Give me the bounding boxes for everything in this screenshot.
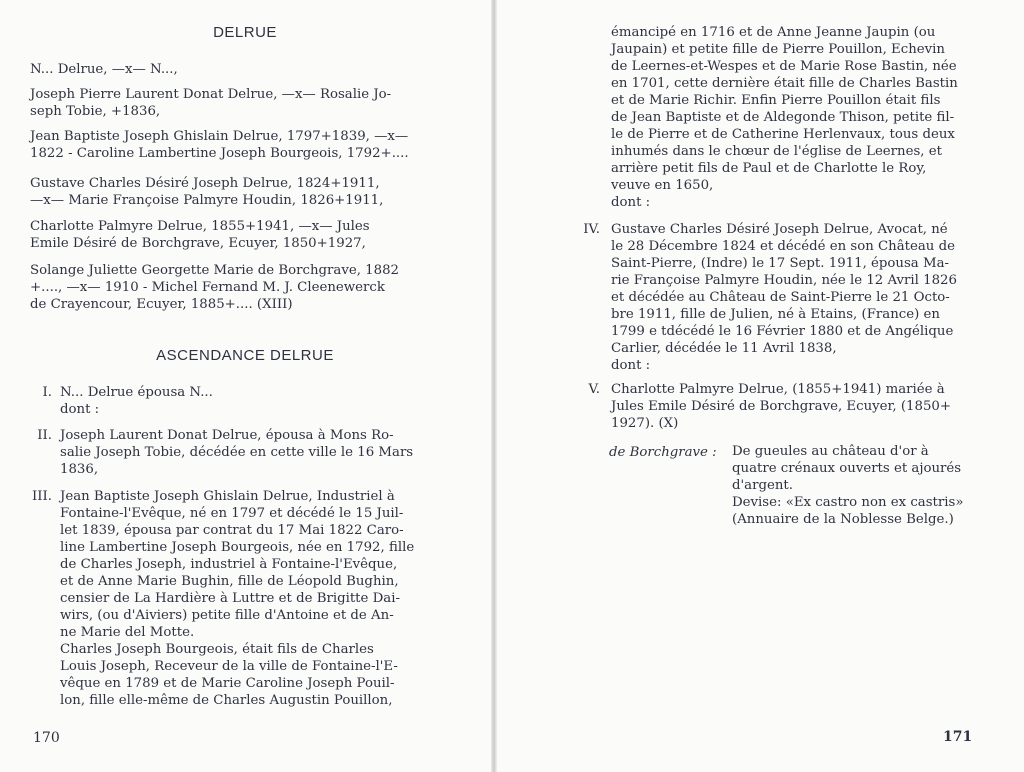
text-line: Jean Baptiste Joseph Ghislain Delrue, 1797+1839, —x—	[30, 129, 409, 144]
text-line: en 1701, cette dernière était fille de Charles Bastin	[611, 76, 958, 91]
text-line: 1822 - Caroline Lambertine Joseph Bourgeois, 1792+....	[30, 146, 409, 161]
text-line: Solange Juliette Georgette Marie de Borchgrave, 1882	[30, 263, 400, 278]
delrue-heading: DELRUE	[213, 24, 277, 41]
text-line: dont :	[611, 358, 651, 373]
text-line: Gustave Charles Désiré Joseph Delrue, Avocat, né	[611, 222, 948, 237]
text-line: —x— Marie Françoise Palmyre Houdin, 1826+1911,	[30, 193, 384, 208]
roman-numeral: I.	[42, 385, 52, 400]
genealogy-line-1	[30, 61, 425, 78]
text-line: inhumés dans le chœur de l'église de Leernes, et	[611, 144, 942, 159]
arms-description	[732, 443, 1012, 528]
text-line: Louis Joseph, Receveur de la ville de Fontaine-l'E-	[60, 659, 398, 674]
text-line: de Charles Joseph, industriel à Fontaine-l'Evêque,	[60, 557, 398, 572]
text-line: 1927). (X)	[611, 416, 679, 431]
genealogy-line-2	[30, 86, 425, 120]
text-line: et de Marie Richir. Enfin Pierre Pouillon était fils	[611, 93, 941, 108]
text-line: dont :	[611, 195, 651, 210]
text-line: De gueules au château d'or à	[732, 444, 929, 459]
genealogy-line-6	[30, 262, 425, 313]
page-number-right: 171	[943, 729, 973, 745]
text-line: lon, fille elle-même de Charles Augustin Pouillon,	[60, 693, 393, 708]
text-line: censier de La Hardière à Luttre et de Brigitte Dai-	[60, 591, 400, 606]
text-line: et décédée au Château de Saint-Pierre le 21 Octo-	[611, 290, 950, 305]
text-line: Jean Baptiste Joseph Ghislain Delrue, Industriel à	[60, 489, 395, 504]
text-line: line Lambertine Joseph Bourgeois, née en 1792, fille	[60, 540, 415, 555]
text-line: salie Joseph Tobie, décédée en cette ville le 16 Mars	[60, 445, 414, 460]
text-line: Joseph Pierre Laurent Donat Delrue, —x— Rosalie Jo-	[30, 87, 392, 102]
text-line: Emile Désiré de Borchgrave, Ecuyer, 1850+1927,	[30, 236, 366, 251]
text-line: d'argent.	[732, 478, 793, 493]
ascendance-item-1	[60, 384, 440, 418]
text-line: le 28 Décembre 1824 et décédé en son Château de	[611, 239, 955, 254]
text-line: Charles Joseph Bourgeois, était fils de Charles	[60, 642, 374, 657]
text-line: Gustave Charles Désiré Joseph Delrue, 1824+1911,	[30, 176, 380, 191]
ascendance-heading: ASCENDANCE DELRUE	[156, 347, 334, 364]
text-line: émancipé en 1716 et de Anne Jeanne Jaupin (ou	[611, 25, 936, 40]
left-page	[0, 0, 490, 772]
text-line: seph Tobie, +1836,	[30, 104, 161, 119]
ascendance-item-2	[60, 427, 440, 478]
text-line: le de Pierre et de Catherine Herlenvaux, tous deux	[611, 127, 955, 142]
text-line: Carlier, décédée le 11 Avril 1838,	[611, 341, 837, 356]
text-line: Charlotte Palmyre Delrue, 1855+1941, —x— Jules	[30, 219, 370, 234]
text-line: wirs, (ou d'Aiviers) petite fille d'Antoine et de An-	[60, 608, 394, 623]
text-line: 1836,	[60, 462, 99, 477]
text-line: Joseph Laurent Donat Delrue, épousa à Mons Ro-	[60, 428, 394, 443]
genealogy-line-5	[30, 218, 425, 252]
text-line: dont :	[60, 402, 100, 417]
text-line: de Jean Baptiste et de Aldegonde Thison, petite fil-	[611, 110, 955, 125]
right-page	[496, 0, 1024, 772]
text-line: et de Anne Marie Bughin, fille de Léopold Bughin,	[60, 574, 399, 589]
text-line: quatre crénaux ouverts et ajourés	[732, 461, 962, 476]
text-line: 1799 e tdécédé le 16 Février 1880 et de Angélique	[611, 324, 954, 339]
roman-numeral: V.	[588, 382, 600, 397]
text-line: (Annuaire de la Noblesse Belge.)	[732, 512, 954, 527]
text-line: veuve en 1650,	[611, 178, 714, 193]
text-line: Saint-Pierre, (Indre) le 17 Sept. 1911, épousa Ma-	[611, 256, 949, 271]
arms-label: de Borchgrave :	[609, 445, 717, 460]
text-line: de Leernes-et-Wespes et de Marie Rose Bastin, née	[611, 59, 957, 74]
text-line: +...., —x— 1910 - Michel Fernand M. J. Cleenewerck	[30, 280, 385, 295]
text-line: arrière petit fils de Paul et de Charlotte le Roy,	[611, 161, 927, 176]
ascendance-item-5	[611, 381, 1011, 432]
roman-numeral: III.	[32, 489, 52, 504]
text-line: vêque en 1789 et de Marie Caroline Joseph Pouil-	[60, 676, 395, 691]
continuation-paragraph	[611, 24, 1011, 211]
text-line: N... Delrue épousa N...	[60, 385, 213, 400]
ascendance-item-3	[60, 488, 440, 709]
text-line: Jaupain) et petite fille de Pierre Pouillon, Echevin	[611, 42, 945, 57]
roman-numeral: IV.	[583, 222, 600, 237]
genealogy-line-3	[30, 128, 425, 162]
text-line: rie Françoise Palmyre Houdin, née le 12 Avril 1826	[611, 273, 957, 288]
text-line: bre 1911, fille de Julien, né à Etains, (France) en	[611, 307, 940, 322]
text-line: ne Marie del Motte.	[60, 625, 195, 640]
roman-numeral: II.	[37, 428, 52, 443]
text-line: Charlotte Palmyre Delrue, (1855+1941) mariée à	[611, 382, 945, 397]
ascendance-item-4	[611, 221, 1011, 374]
text-line: N... Delrue, —x— N...,	[30, 62, 178, 77]
text-line: Devise: «Ex castro non ex castris»	[732, 495, 964, 510]
text-line: Fontaine-l'Evêque, né en 1797 et décédé le 15 Juil-	[60, 506, 404, 521]
text-line: let 1839, épousa par contrat du 17 Mai 1822 Caro-	[60, 523, 404, 538]
page-number-left: 170	[33, 730, 60, 746]
genealogy-line-4	[30, 175, 425, 209]
text-line: Jules Emile Désiré de Borchgrave, Ecuyer, (1850+	[611, 399, 952, 414]
text-line: de Crayencour, Ecuyer, 1885+.... (XIII)	[30, 297, 293, 312]
